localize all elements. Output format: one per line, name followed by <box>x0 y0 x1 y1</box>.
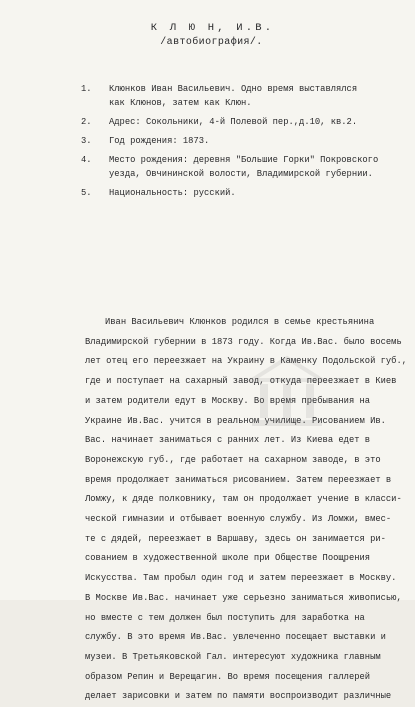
list-item-number: 1. <box>81 84 92 94</box>
body-line: делает зарисовки и затем по памяти воспроизводит различные <box>85 691 392 702</box>
list-item-text: Место рождения: деревня "Большие Горки" Покровского <box>109 155 379 165</box>
list-item-text: Адрес: Сокольники, 4-й Полевой пер.,д.10, кв.2. <box>109 117 358 127</box>
body-line: но вместе с тем должен был поступить для заработка на <box>85 612 365 623</box>
body-line: Владимирской губернии в 1873 году. Когда Ив.Вас. было восемь <box>85 336 402 347</box>
document-title: К Л Ю Н, И.В. <box>150 22 275 34</box>
list-item-text: уезда, Овчининской волости, Владимирской губернии. <box>109 169 373 179</box>
list-item-number: 4. <box>81 155 92 165</box>
body-line: Украине Ив.Вас. учится в реальном училище. Рисованием Ив. <box>85 415 386 426</box>
body-line: образом Репин и Верещагин. Во время посещения галлерей <box>85 671 371 682</box>
list-item-text: Год рождения: 1873. <box>109 136 210 146</box>
list-item-number: 3. <box>81 136 92 146</box>
body-line: те с дядей, переезжает в Варшаву, здесь он занимается ри- <box>85 533 386 544</box>
body-line: Искусства. Там пробыл один год и затем переезжает в Москву. <box>85 573 397 584</box>
document-subtitle: /автобиография/. <box>160 37 263 48</box>
body-line: и затем родители едут в Москву. Во время пребывания на <box>85 395 371 406</box>
body-line: Вас. начинает заниматься с ранних лет. Из Киева едет в <box>85 435 371 446</box>
personal-data-list <box>81 82 401 205</box>
body-line: Ломжу, к дяде полковнику, там он продолжает учение в класси- <box>85 494 402 505</box>
list-item <box>81 186 401 200</box>
biography-text <box>85 313 407 707</box>
body-line: Иван Васильевич Клюнков родился в семье крестьянина <box>105 317 375 327</box>
list-item-text: Клюнков Иван Васильевич. Одно время выставлялся <box>109 84 358 94</box>
body-line: В Москве Ив.Вас. начинает уже серьезно заниматься живописью, <box>85 592 402 603</box>
body-line: Воронежскую губ., где работает на сахарном заводе, в это <box>85 454 381 465</box>
body-line: ческой гимназии и отбывает военную службу. Из Ломжи, вмес- <box>85 514 392 525</box>
body-line: время продолжает заниматься рисованием. Затем переезжает в <box>85 474 392 485</box>
body-line: где и поступает на сахарный завод, откуда переезжает в Киев <box>85 376 397 387</box>
list-item-number: 5. <box>81 188 92 198</box>
list-item-text: Национальность: русский. <box>109 188 236 198</box>
list-item <box>81 115 401 129</box>
list-item <box>81 134 401 148</box>
list-item-number: 2. <box>81 117 92 127</box>
body-line: лет отец его переезжает на Украину в Каменку Подольской губ., <box>85 356 408 367</box>
body-line: службу. В это время Ив.Вас. увлеченно посещает выставки и <box>85 632 386 643</box>
list-item <box>81 153 401 181</box>
list-item-text: как Клюнов, затем как Клюн. <box>109 98 252 108</box>
body-line: музеи. В Третьяковской Гал. интересуют художника главным <box>85 651 381 662</box>
body-line: сованием в художественной школе при Обществе Поощрения <box>85 553 371 564</box>
list-item <box>81 82 401 110</box>
